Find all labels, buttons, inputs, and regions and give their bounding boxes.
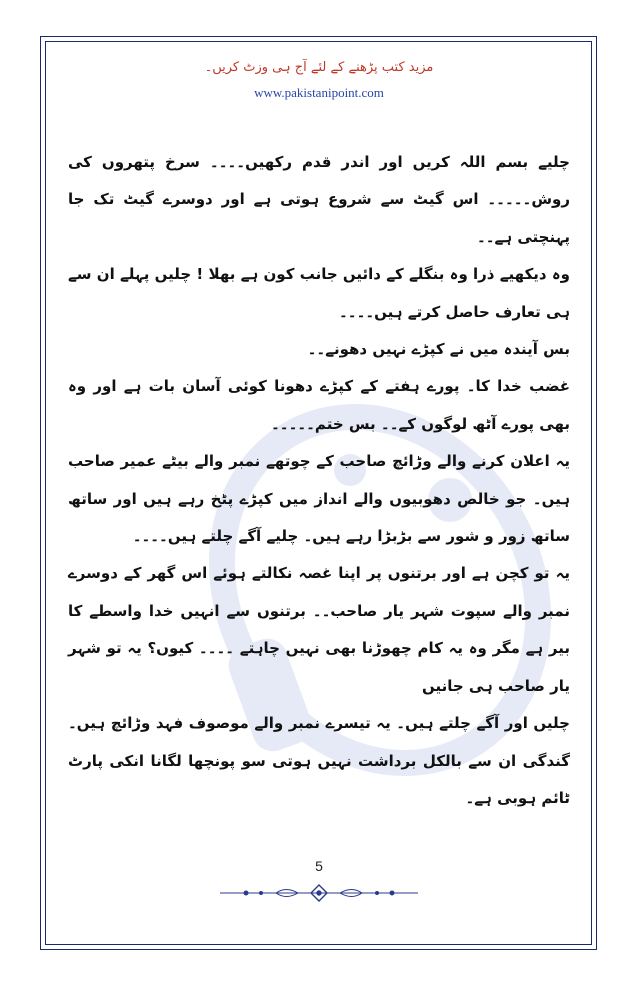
paragraph: یہ تو کچن ہے اور برتنوں پر اپنا غصہ نکالتے ہوئے اس گھر کے دوسرے نمبر والے سپوت شہر یار صاحب۔۔ برتنوں سے انہیں خدا واسطے کا بیر ہے مگر وہ یہ کام چھوڑنا بھی نہیں چاہتے ۔۔۔۔ کیوں؟ یہ تو شہر یار صاحب ہی جانیں: [68, 564, 570, 695]
page-header: [0, 60, 638, 101]
promo-text: مزید کتب پڑھنے کے لئے آج ہی وزٹ کریں۔: [204, 60, 434, 75]
story-body: [68, 144, 570, 817]
paragraph: وہ دیکھیے ذرا وہ بنگلے کے دائیں جانب کون ہے بھلا ! چلیں پہلے ان سے ہی تعارف حاصل کرتے ہیں۔۔۔۔: [68, 265, 570, 321]
footer-ornament: [216, 882, 422, 904]
paragraph: غضب خدا کا۔ پورے ہفتے کے کپڑے دھونا کوئی آسان بات ہے اور وہ بھی پورے آٹھ لوگوں کے۔۔ بس ختم۔۔۔۔۔: [68, 377, 570, 433]
page-number: 5: [315, 858, 323, 874]
paragraph: بس آیندہ میں نے کپڑے نہیں دھونے۔۔: [307, 340, 570, 359]
paragraph: یہ اعلان کرنے والے وڑائچ صاحب کے چوتھے نمبر والے بیٹے عمیر صاحب ہیں۔ جو خالص دھوبیوں والے انداز میں کپڑے پٹخ رہے ہیں اور ساتھ ساتھ زور و شور سے بڑبڑا رہے ہیں۔ چلیے آگے چلتے ہیں۔۔۔۔: [68, 452, 570, 546]
website-url[interactable]: www.pakistanipoint.com: [254, 85, 384, 100]
paragraph: چلیے بسم اللہ کریں اور اندر قدم رکھیں۔۔۔۔ سرخ پتھروں کی روش۔۔۔۔۔ اس گیٹ سے شروع ہوتی ہے اور دوسرے گیٹ تک جا پہنچتی ہے۔۔: [68, 153, 570, 246]
paragraph: چلیں اور آگے چلتے ہیں۔ یہ تیسرے نمبر والے موصوف فہد وڑائچ ہیں۔ گندگی ان سے بالکل برداشت نہیں ہوتی سو پونچھا لگانا انکی پارٹ ٹائم ہوبی ہے۔: [68, 714, 570, 807]
